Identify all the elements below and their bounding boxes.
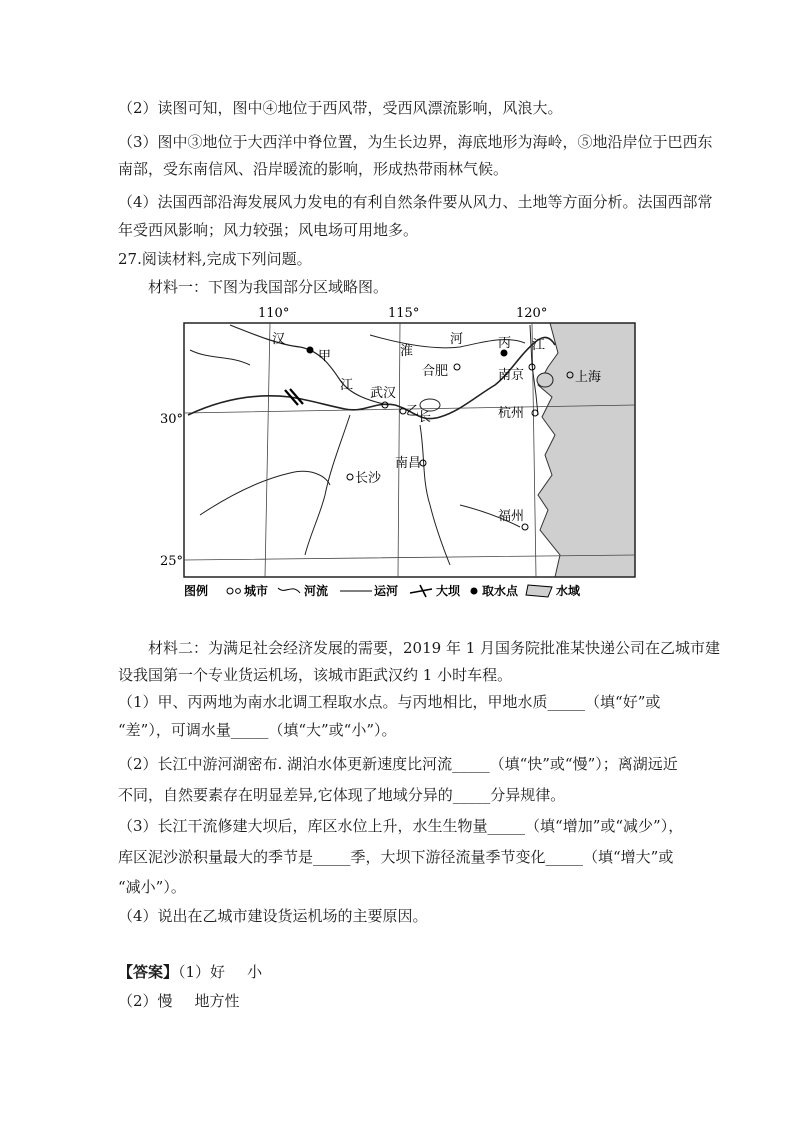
label-nanjing: 南京 — [498, 368, 525, 383]
city-fuzhou — [522, 524, 528, 530]
region-map — [160, 305, 650, 605]
label-hefei: 合肥 — [422, 364, 449, 379]
answer-2: （2）慢 — [118, 992, 173, 1010]
question-line: “差”），可调水量_____（填“大”或“小”）。 — [118, 721, 397, 739]
answer-line-1 — [118, 962, 262, 982]
label-nanchang: 南昌 — [395, 456, 422, 471]
label-hangzhou: 杭州 — [498, 406, 525, 421]
answer-1: （1）好 — [178, 963, 226, 981]
question-line: （1）甲、丙两地为南水北调工程取水点。与丙地相比，甲地水质_____（填“好”或 — [118, 693, 661, 711]
paragraph-line: （2）读图可知，图中④地位于西风带，受西风漂流影响，风浪大。 — [118, 99, 563, 117]
question-line: （4）说出在乙城市建设货运机场的主要原因。 — [118, 907, 428, 925]
river-west — [200, 471, 330, 515]
legend-intake: 取水点 — [482, 584, 519, 598]
han-river — [230, 325, 388, 405]
legend-title: 图例 — [184, 584, 209, 598]
label-jiang-west: 江 — [340, 378, 354, 393]
question-line: 库区泥沙淤积量最大的季节是_____季，大坝下游径流量季节变化_____（填“增大”或 — [118, 848, 674, 866]
sea-area — [538, 323, 635, 577]
paragraph-line: （4）法国西部沿海发展风力发电的有利自然条件要从风力、土地等方面分析。法国西部常 — [118, 193, 713, 211]
material-two-line: 设我国第一个专业货运机场，该城市距武汉约 1 小时车程。 — [118, 666, 513, 684]
legend-river: 河流 — [304, 584, 329, 598]
label-he: 河 — [450, 332, 464, 347]
paragraph-line: 南部，受东南信风、沿岸暖流的影响，形成热带雨林气候。 — [118, 160, 509, 178]
label-jia: 甲 — [318, 349, 332, 364]
legend-intake-icon — [471, 588, 478, 595]
question-line: （3）长江干流修建大坝后，库区水位上升，水生生物量_____（填“增加”或“减少”）， — [118, 817, 684, 835]
label-fuzhou: 福州 — [498, 509, 525, 524]
legend-city: 城市 — [244, 584, 269, 598]
answer-label: 【答案】 — [118, 963, 179, 981]
city-hefei — [454, 364, 460, 370]
label-shanghai: 上海 — [575, 370, 602, 385]
answer-1b: 小 — [247, 963, 263, 981]
lon-label-110: 110° — [258, 306, 290, 321]
answer-line-2 — [118, 991, 240, 1011]
legend-water-icon — [526, 585, 552, 597]
label-chang: 长 — [418, 410, 432, 425]
label-han: 汉 — [272, 332, 286, 347]
legend-dam-icon — [410, 585, 432, 597]
label-yi: 乙 — [406, 404, 420, 419]
label-huai: 淮 — [400, 344, 414, 359]
lat-label-30: 30° — [160, 412, 184, 427]
legend-dam: 大坝 — [436, 584, 461, 598]
label-wuhan: 武汉 — [370, 386, 397, 401]
label-bing: 丙 — [498, 336, 512, 351]
question-line: “减小”）。 — [118, 878, 186, 896]
legend-city-icon — [227, 588, 233, 594]
material-two-line: 材料二：为满足社会经济发展的需要，2019 年 1 月国务院批准某快递公司在乙城市建 — [148, 639, 721, 657]
paragraph-line: 年受西风影响；风力较强；风电场可用地多。 — [118, 221, 419, 239]
paragraph-line: （3）图中③地位于大西洋中脊位置，为生长边界，海底地形为海岭，⑤地沿岸位于巴西东 — [118, 133, 713, 151]
label-changsha: 长沙 — [355, 471, 382, 486]
map-legend — [184, 583, 581, 598]
question-line: （2）长江中游河湖密布. 湖泊水体更新速度比河流_____（填“快”或“慢”）；离湖远近 — [118, 755, 678, 773]
legend-canal: 运河 — [374, 584, 399, 598]
question-heading: 27.阅读材料,完成下列问题。 — [118, 250, 312, 268]
lat-label-25: 25° — [160, 554, 184, 569]
lon-label-115: 115° — [388, 306, 420, 321]
city-changsha — [347, 474, 353, 480]
river-north — [190, 350, 250, 365]
city-hangzhou — [532, 410, 538, 416]
question-line: 不同，自然要素存在明显差异,它体现了地域分异的_____分异规律。 — [118, 786, 566, 804]
intake-point-jia — [307, 347, 314, 354]
material-one-caption: 材料一：下图为我国部分区域略图。 — [148, 278, 389, 296]
lon-label-120: 120° — [516, 306, 548, 321]
label-jiang-east: 江 — [532, 338, 546, 353]
river-gan — [420, 425, 450, 565]
legend-water: 水域 — [556, 584, 581, 598]
legend-river-icon — [278, 588, 300, 593]
river-xiang — [305, 415, 350, 555]
lake-tai — [537, 373, 553, 387]
answer-2b: 地方性 — [194, 992, 240, 1010]
